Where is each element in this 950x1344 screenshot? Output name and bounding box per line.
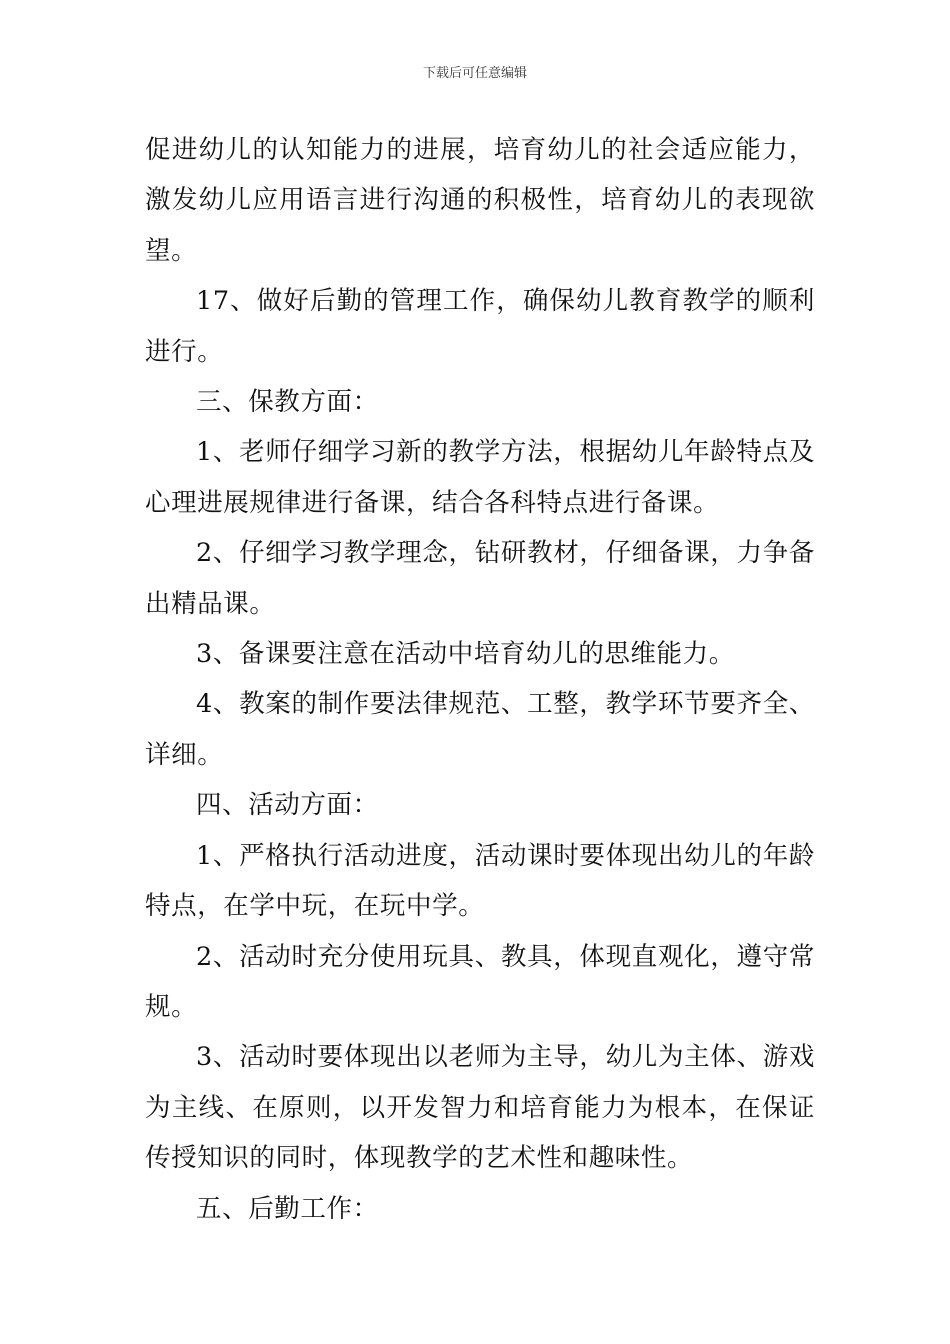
paragraph-teaching-1: 1、老师仔细学习新的教学方法，根据幼儿年龄特点及心理进展规律进行备课，结合各科特点进行备课。: [145, 437, 815, 518]
paragraph-teaching-4: 4、教案的制作要法律规范、工整，教学环节要齐全、详细。: [145, 689, 815, 770]
paragraph-activities-1: 1、严格执行活动进度，活动课时要体现出幼儿的年龄特点，在学中玩，在玩中学。: [145, 840, 815, 922]
paragraph-teaching-3: 3、备课要注意在活动中培育幼儿的思维能力。: [196, 639, 735, 670]
section-heading-teaching: 三、保教方面：: [196, 387, 379, 418]
paragraph-activities-3: 3、活动时要体现出以老师为主导，幼儿为主体、游戏为主线、在原则，以开发智力和培育能力为根本，在保证传授知识的同时，体现教学的艺术性和趣味性。: [145, 1042, 815, 1174]
section-heading-activities: 四、活动方面：: [196, 790, 379, 821]
paragraph-item-17: 17、做好后勤的管理工作，确保幼儿教育教学的顺利进行。: [145, 286, 815, 367]
document-body: [145, 125, 815, 1234]
paragraph-activities-2: 2、活动时充分使用玩具、教具，体现直观化，遵守常规。: [145, 941, 815, 1022]
section-heading-logistics: 五、后勤工作：: [196, 1193, 379, 1224]
page-header: 下载后可任意编辑: [422, 66, 527, 81]
paragraph-teaching-2: 2、仔细学习教学理念，钻研教材，仔细备课，力争备出精品课。: [145, 538, 815, 619]
paragraph-continuation: 促进幼儿的认知能力的进展，培育幼儿的社会适应能力，激发幼儿应用语言进行沟通的积极性，培育幼儿的表现欲望。: [145, 135, 815, 266]
